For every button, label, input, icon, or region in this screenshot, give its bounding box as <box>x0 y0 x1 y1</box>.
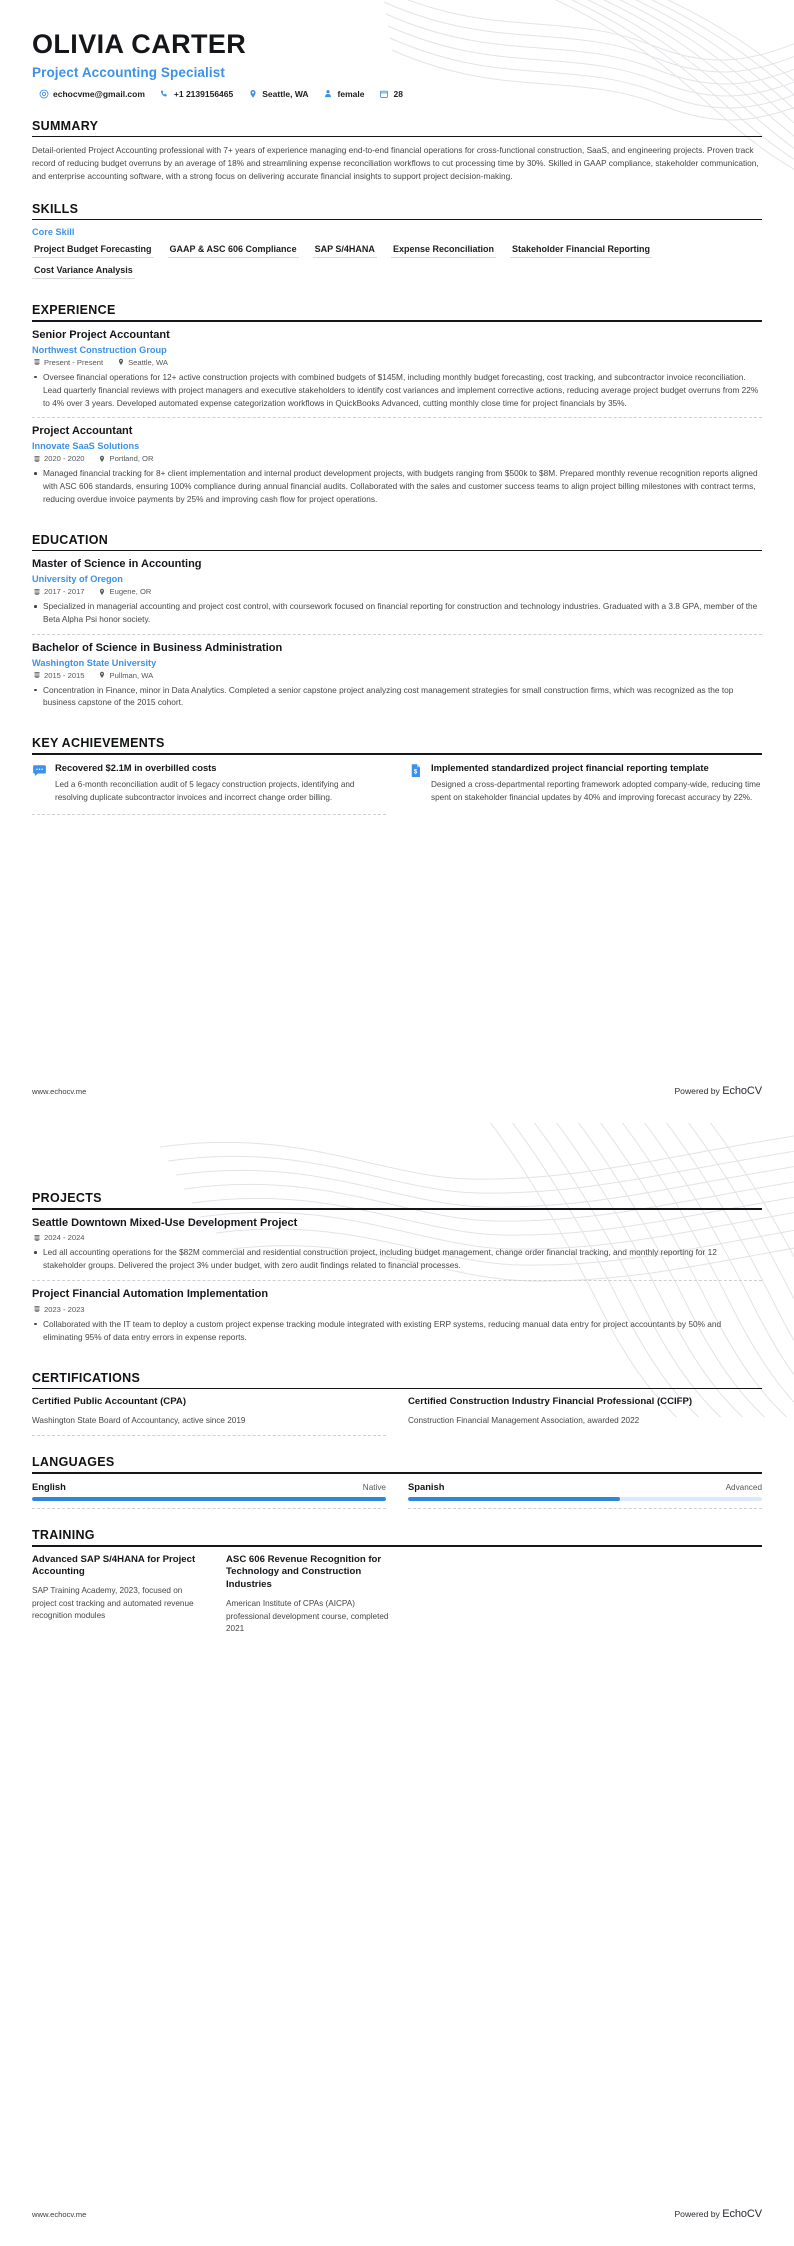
section-title-projects: PROJECTS <box>32 1191 102 1205</box>
skill-chip: Expense Reconciliation <box>391 242 496 258</box>
certification-description: Washington State Board of Accountancy, active since 2019 <box>32 1416 246 1426</box>
document-dollar-icon <box>408 763 423 778</box>
contact-phone-text: +1 2139156465 <box>173 89 234 100</box>
training-description: SAP Training Academy, 2023, focused on project cost tracking and automated revenue recognition modules <box>32 1586 194 1621</box>
contact-email-text: echocvme@gmail.com <box>53 89 145 100</box>
education-entry <box>32 558 762 633</box>
bullet-item: Specialized in managerial accounting and project cost control, with coursework focused on financial reporting for construction and technology industries. Graduated with a 3.8 GPA, member of the Beta Alpha Psi honor society. <box>32 600 762 626</box>
language-header <box>408 1481 762 1492</box>
section-title-certifications: CERTIFICATIONS <box>32 1370 141 1385</box>
education-dates <box>32 587 85 596</box>
page-footer <box>32 2208 762 2220</box>
contact-location-text: Seattle, WA <box>262 89 309 100</box>
section-training <box>32 1528 762 1635</box>
resume-page-2 <box>0 1123 794 2246</box>
achievement-description: Led a 6-month reconciliation audit of 5 legacy construction projects, identifying and resolving duplicate subcontractor invoices and incorrect change order billing. <box>55 780 355 802</box>
project-entry <box>32 1280 762 1351</box>
achievement-column <box>32 762 386 816</box>
education-location <box>98 587 152 596</box>
phone-icon <box>159 89 170 100</box>
language-progress-track <box>32 1497 386 1501</box>
calendar-icon <box>32 1305 41 1314</box>
language-name: English <box>32 1480 66 1492</box>
experience-dates <box>32 454 85 463</box>
page-footer <box>32 1085 762 1097</box>
certification-item <box>32 1396 386 1427</box>
experience-location-text: Portland, OR <box>109 454 154 464</box>
experience-entry <box>32 417 762 513</box>
bullet-item: Collaborated with the IT team to deploy a custom project expense tracking module integrated with existing ERP systems, reducing manual data entry for project accountants by 50% and eliminating 95% of data entry errors in expense reports. <box>32 1318 762 1344</box>
education-degree: Master of Science in Accounting <box>32 558 202 571</box>
skills-group-label: Core Skill <box>32 227 75 238</box>
section-divider <box>32 136 762 138</box>
section-title-summary: SUMMARY <box>32 118 99 133</box>
education-location-text: Eugene, OR <box>109 587 152 597</box>
skill-chip: GAAP & ASC 606 Compliance <box>168 242 299 258</box>
language-header <box>32 1481 386 1492</box>
education-entry <box>32 634 762 717</box>
achievement-column <box>408 762 762 816</box>
experience-location-text: Seattle, WA <box>128 357 168 367</box>
skill-chip: SAP S/4HANA <box>313 242 377 258</box>
contact-location <box>247 89 308 100</box>
training-description: American Institute of CPAs (AICPA) professional development course, completed 2021 <box>226 1599 389 1633</box>
section-divider <box>32 1388 762 1390</box>
language-name: Spanish <box>408 1480 445 1492</box>
section-title-skills: SKILLS <box>32 201 79 216</box>
section-title-training: TRAINING <box>32 1527 95 1542</box>
section-projects <box>32 1191 762 1352</box>
job-role-subtitle: Project Accounting Specialist <box>32 64 225 80</box>
achievement-item <box>408 762 762 813</box>
footer-brand-prefix: Powered by <box>674 2209 720 2219</box>
language-divider <box>408 1508 762 1509</box>
section-title-languages: LANGUAGES <box>32 1455 115 1470</box>
bullet-item: Concentration in Finance, minor in Data Analytics. Completed a senior capstone project analyzing cost management strategies for small construction firms, which was recognized as the top business capstone of the 2015 cohort. <box>32 684 762 710</box>
achievement-item <box>32 762 386 813</box>
location-icon <box>98 454 107 463</box>
education-bullets <box>32 600 762 626</box>
location-icon <box>98 671 107 680</box>
calendar-icon <box>32 454 41 463</box>
experience-bullets <box>32 371 762 410</box>
education-school: Washington State University <box>32 657 157 668</box>
location-icon <box>247 89 258 100</box>
summary-text: Detail-oriented Project Accounting professional with 7+ years of experience managing end-to-end financial operations for cross-functional construction, SaaS, and engineering projects. Proven track record of reducing budget overruns by an average of 18% and streamlining expense reconciliation workflows to cut processing time by 30%. Skilled in GAAP compliance, stakeholder communication, and enterprise accounting software, with a strong focus on delivering accurate financial insights to support project decision-making. <box>32 145 759 181</box>
skills-list <box>32 242 762 284</box>
certification-name: Certified Public Accountant (CPA) <box>32 1396 187 1408</box>
training-name: Advanced SAP S/4HANA for Project Accounting <box>32 1553 196 1578</box>
calendar-icon <box>32 1233 41 1242</box>
contact-age <box>378 89 402 100</box>
training-grid <box>32 1554 762 1636</box>
project-dates-text: 2023 - 2023 <box>44 1304 85 1314</box>
experience-location <box>98 454 154 463</box>
project-meta <box>32 1305 762 1314</box>
certification-item <box>408 1396 762 1427</box>
section-title-experience: EXPERIENCE <box>32 303 116 318</box>
experience-location <box>116 358 168 367</box>
section-education <box>32 533 762 718</box>
section-key-achievements <box>32 736 762 815</box>
location-icon <box>116 358 125 367</box>
language-progress-fill <box>408 1497 620 1501</box>
experience-company: Innovate SaaS Solutions <box>32 441 140 452</box>
education-dates-text: 2017 - 2017 <box>44 587 85 597</box>
project-dates <box>32 1305 85 1314</box>
training-name: ASC 606 Revenue Recognition for Technology and Construction Industries <box>226 1553 382 1591</box>
skill-chip: Stakeholder Financial Reporting <box>510 242 652 258</box>
language-item <box>408 1481 762 1509</box>
education-bullets <box>32 684 762 710</box>
calendar-icon <box>32 671 41 680</box>
section-divider <box>32 1208 762 1210</box>
experience-meta <box>32 454 762 463</box>
location-icon <box>98 587 107 596</box>
page-title: OLIVIA CARTER <box>32 29 247 59</box>
calendar-icon <box>32 358 41 367</box>
section-experience <box>32 303 762 513</box>
section-title-education: EDUCATION <box>32 532 109 547</box>
education-meta <box>32 587 762 596</box>
footer-brand-prefix: Powered by <box>674 1086 720 1096</box>
experience-role: Senior Project Accountant <box>32 329 170 342</box>
achievement-title: Recovered $2.1M in overbilled costs <box>55 761 217 773</box>
language-level: Advanced <box>725 1482 762 1492</box>
project-dates-text: 2024 - 2024 <box>44 1233 85 1243</box>
contact-gender-text: female <box>337 89 365 100</box>
section-divider <box>32 219 762 221</box>
footer-url[interactable]: www.echocv.me <box>32 2210 87 2219</box>
certification-column <box>408 1396 762 1436</box>
education-location <box>98 671 154 680</box>
education-degree: Bachelor of Science in Business Administration <box>32 641 283 654</box>
email-icon <box>38 89 49 100</box>
calendar-icon <box>378 89 389 100</box>
section-summary <box>32 119 762 183</box>
achievement-description: Designed a cross-departmental reporting framework adopted company-wide, reducing time spent on stakeholder financial updates by 40% and improving forecast accuracy by 22%. <box>431 780 761 802</box>
certification-description: Construction Financial Management Association, awarded 2022 <box>408 1416 640 1426</box>
project-bullets <box>32 1318 762 1344</box>
experience-dates-text: 2020 - 2020 <box>44 454 85 464</box>
section-divider <box>32 320 762 322</box>
education-dates-text: 2015 - 2015 <box>44 670 85 680</box>
contact-gender <box>323 89 365 100</box>
project-dates <box>32 1233 85 1242</box>
contact-email[interactable] <box>38 89 145 100</box>
bullet-item: Oversee financial operations for 12+ active construction projects with combined budgets of $145M, including monthly budget forecasting, cost tracking, and subcontractor invoice reconciliation. Lead quarterly financial reviews with project managers and executive stakeholders to identify cost variances and implement corrective actions, reducing average project budget overruns from 22% to 4% over 3 years. Developed automated expense categorization workflows in QuickBooks Advanced, cutting monthly close time for project financials by 35%. <box>32 371 762 410</box>
language-item <box>32 1481 386 1509</box>
experience-role: Project Accountant <box>32 425 133 438</box>
contact-age-text: 28 <box>393 89 403 100</box>
section-title-key-achievements: KEY ACHIEVEMENTS <box>32 736 165 751</box>
experience-bullets <box>32 467 762 506</box>
project-bullets <box>32 1246 762 1272</box>
project-entry <box>32 1217 762 1280</box>
achievements-grid <box>32 762 762 816</box>
experience-entry <box>32 329 762 417</box>
education-dates <box>32 671 85 680</box>
training-item <box>32 1554 204 1636</box>
project-name: Project Financial Automation Implementation <box>32 1288 269 1301</box>
skill-chip: Project Budget Forecasting <box>32 242 154 258</box>
experience-dates <box>32 358 103 367</box>
section-divider <box>32 1545 762 1547</box>
experience-company: Northwest Construction Group <box>32 344 167 355</box>
bullet-item: Managed financial tracking for 8+ client implementation and internal product development projects, with budgets ranging from $500k to $8M. Prepared monthly revenue recognition reports aligned with ASC 606 standards, ensuring 100% compliance during annual financial audits. Collaborated with the sales and customer success teams to align project billing milestones with contract terms, reducing overdue invoice payments by 25% and improving cash flow for project operations. <box>32 467 762 506</box>
certifications-grid <box>32 1396 762 1436</box>
contact-phone[interactable] <box>159 89 233 100</box>
footer-brand-name: EchoCV <box>722 1085 762 1097</box>
person-icon <box>323 89 334 100</box>
section-divider <box>32 550 762 552</box>
language-progress-fill <box>32 1497 386 1501</box>
education-meta <box>32 671 762 680</box>
achievement-title: Implemented standardized project financial reporting template <box>431 761 709 773</box>
language-progress-track <box>408 1497 762 1501</box>
certification-name: Certified Construction Industry Financial Professional (CCIFP) <box>408 1396 693 1408</box>
skill-chip: Cost Variance Analysis <box>32 263 135 279</box>
footer-brand <box>674 2208 762 2220</box>
section-certifications <box>32 1371 762 1437</box>
education-location-text: Pullman, WA <box>109 670 154 680</box>
calendar-icon <box>32 587 41 596</box>
resume-header <box>32 0 762 100</box>
chat-bubble-icon <box>32 763 47 778</box>
training-item <box>226 1554 398 1636</box>
experience-dates-text: Present - Present <box>44 357 104 367</box>
footer-url[interactable]: www.echocv.me <box>32 1087 87 1096</box>
footer-brand <box>674 1085 762 1097</box>
section-languages <box>32 1455 762 1509</box>
certification-column <box>32 1396 386 1436</box>
languages-grid <box>32 1481 762 1509</box>
section-divider <box>32 1472 762 1474</box>
project-meta <box>32 1233 762 1242</box>
experience-meta <box>32 358 762 367</box>
contact-info-bar <box>38 89 762 100</box>
svg-text:$: $ <box>413 769 418 776</box>
achievement-divider <box>32 814 386 815</box>
bullet-item: Led all accounting operations for the $82M commercial and residential construction project, including budget management, change order financial tracking, and monthly reporting for 12 stakeholder groups. Delivered the project 3% under budget, with zero audit findings related to financial processes. <box>32 1246 762 1272</box>
section-divider <box>32 753 762 755</box>
language-divider <box>32 1508 386 1509</box>
certification-divider <box>32 1435 386 1436</box>
section-skills <box>32 202 762 285</box>
education-school: University of Oregon <box>32 574 123 585</box>
footer-brand-name: EchoCV <box>722 2208 762 2220</box>
language-level: Native <box>362 1482 386 1492</box>
project-name: Seattle Downtown Mixed-Use Development Project <box>32 1216 298 1229</box>
